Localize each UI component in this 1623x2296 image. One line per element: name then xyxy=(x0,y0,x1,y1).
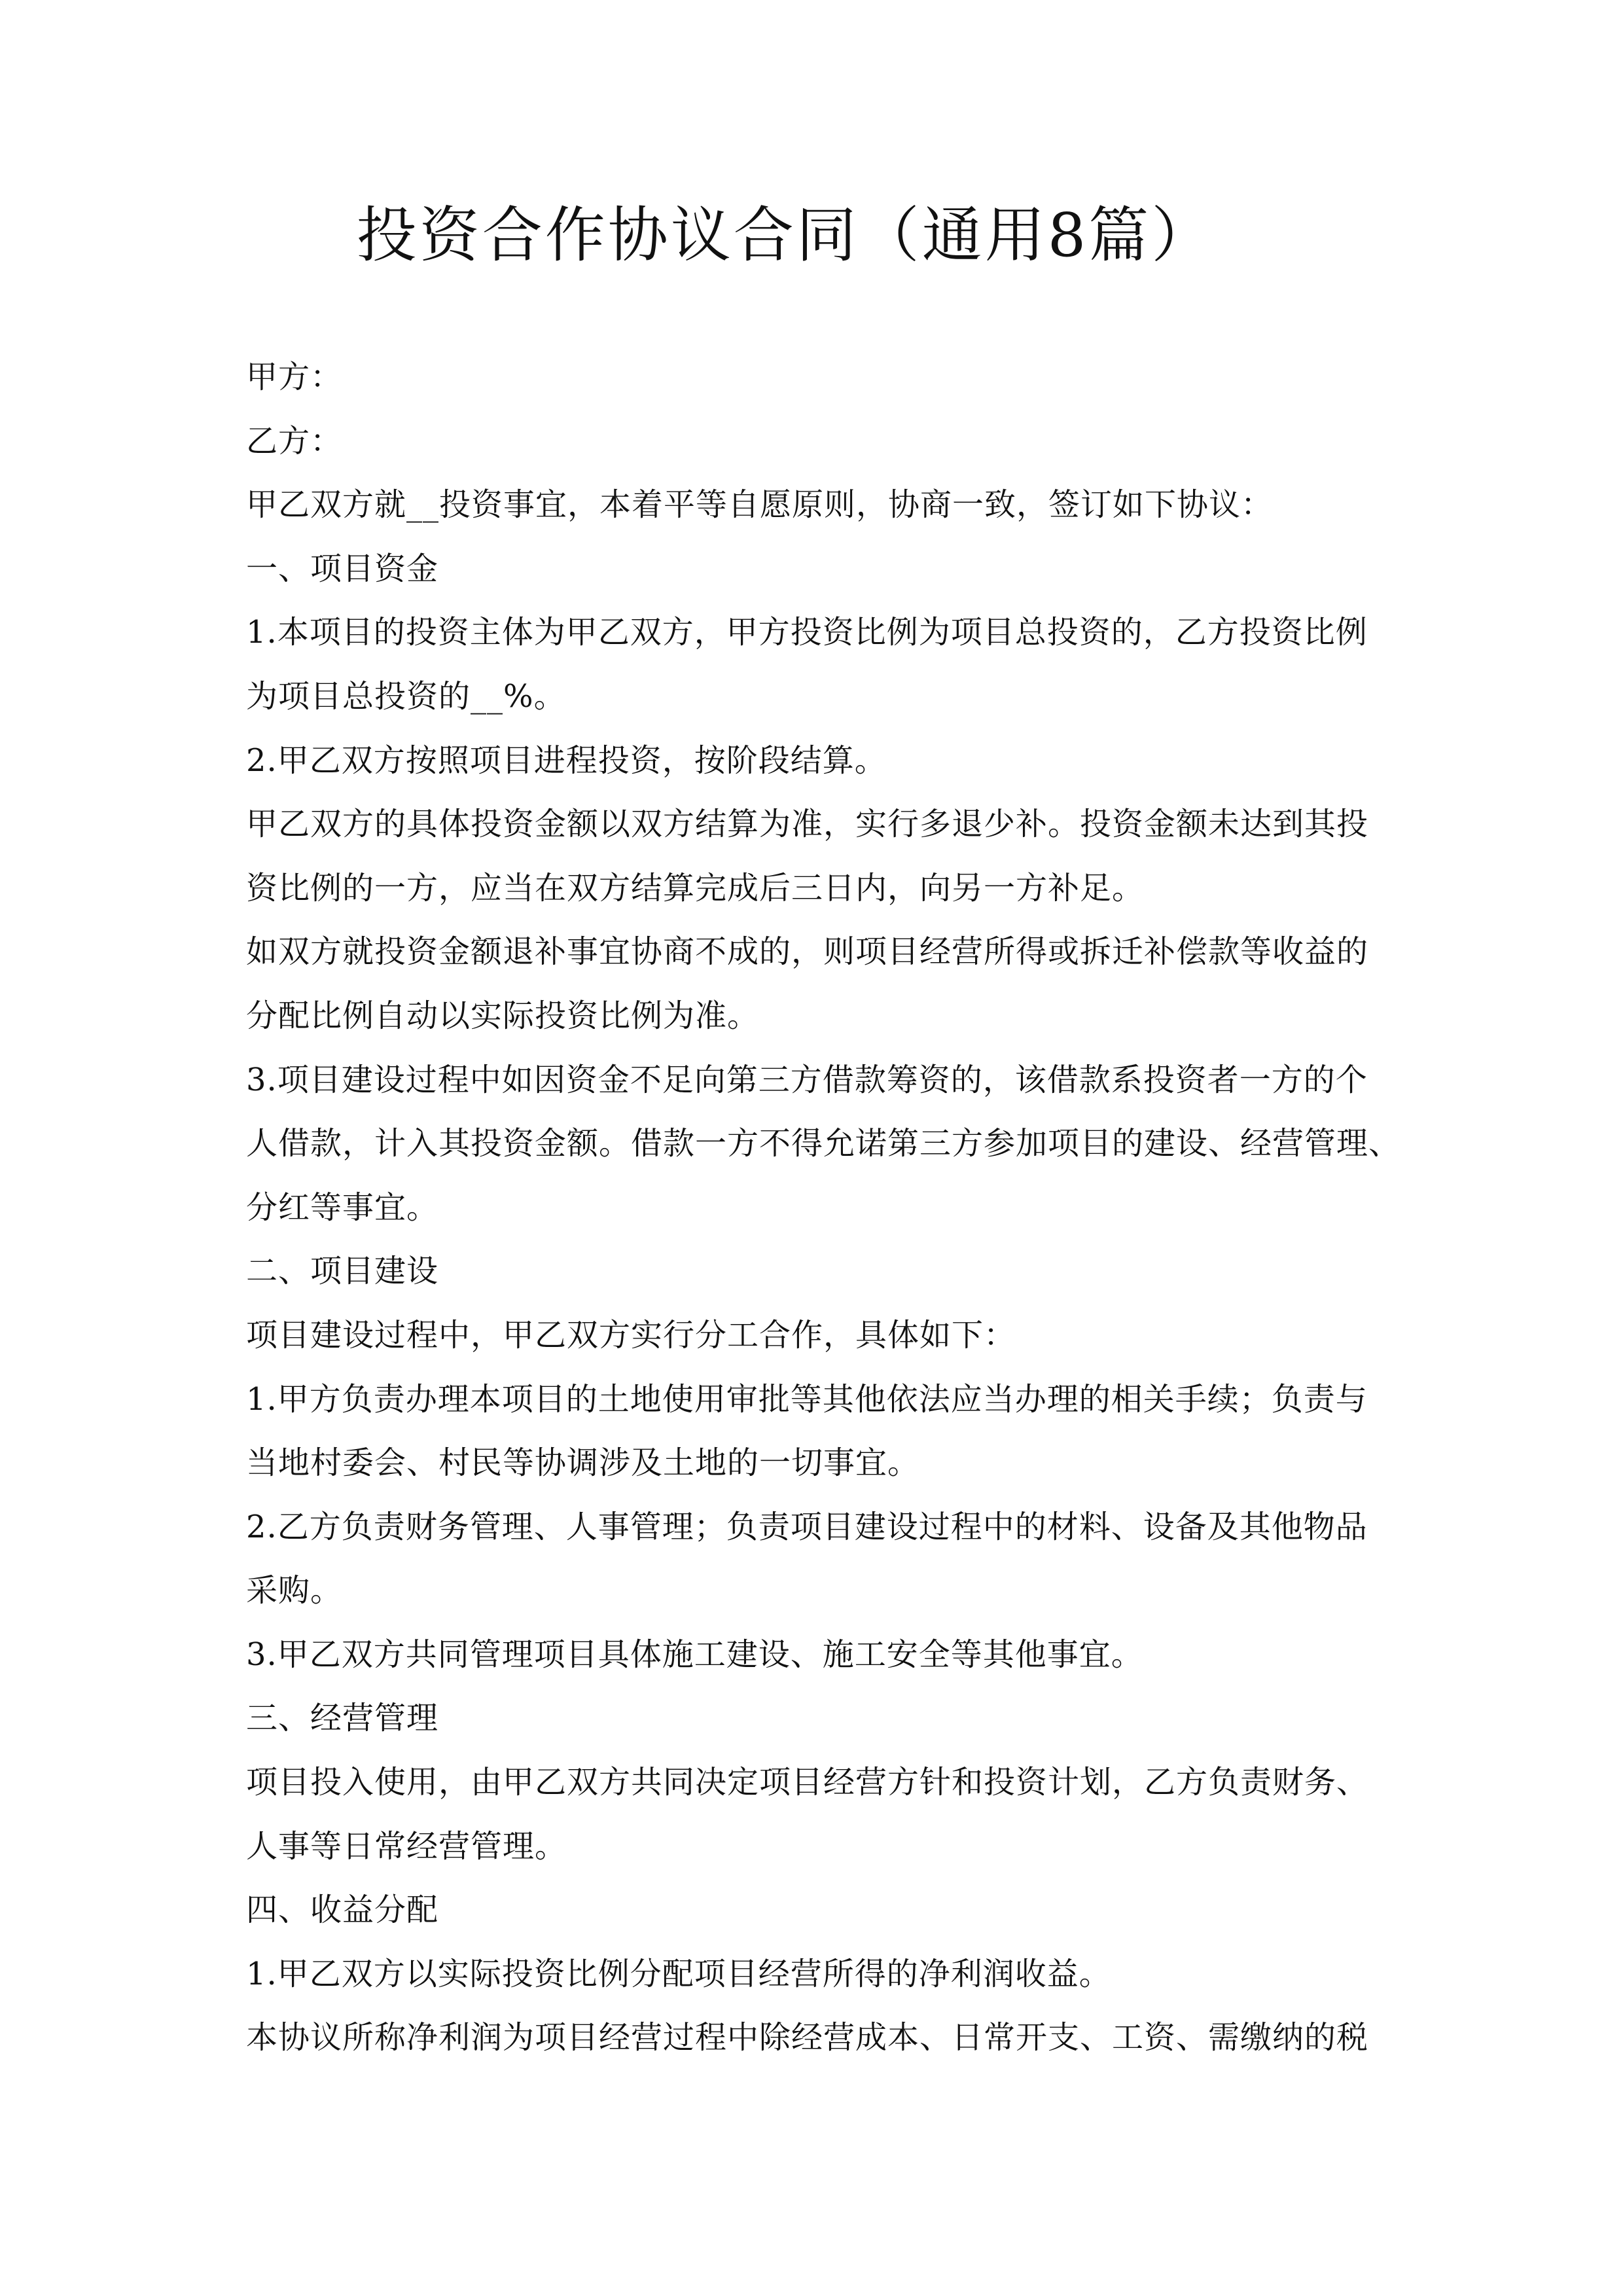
text-line: 分红等事宜。 xyxy=(246,1189,439,1226)
text-line: 甲乙双方就__投资事宜，本着平等自愿原则，协商一致，签订如下协议： xyxy=(246,486,1274,524)
text-line: 3.甲乙双方共同管理项目具体施工建设、施工安全等其他事宜。 xyxy=(246,1636,1143,1673)
text-line: 1.本项目的投资主体为甲乙双方，甲方投资比例为项目总投资的，乙方投资比例 xyxy=(246,614,1368,651)
document-title: 投资合作协议合同（通用8篇） xyxy=(356,200,1215,270)
text-line: 甲乙双方的具体投资金额以双方结算为准，实行多退少补。投资金额未达到其投 xyxy=(246,806,1369,843)
text-line: 分配比例自动以实际投资比例为准。 xyxy=(246,997,760,1034)
text-line: 当地村委会、村民等协调涉及土地的一切事宜。 xyxy=(246,1444,920,1482)
text-line: 本协议所称净利润为项目经营过程中除经营成本、日常开支、工资、需缴纳的税 xyxy=(246,2019,1369,2056)
text-line: 四、收益分配 xyxy=(246,1892,439,1929)
text-line: 一、项目资金 xyxy=(246,550,439,587)
text-line: 3.项目建设过程中如因资金不足向第三方借款筹资的，该借款系投资者一方的个 xyxy=(246,1061,1368,1098)
text-line: 2.甲乙双方按照项目进程投资，按阶段结算。 xyxy=(246,742,887,779)
text-line: 1.甲方负责办理本项目的土地使用审批等其他依法应当办理的相关手续；负责与 xyxy=(246,1380,1368,1418)
text-line: 如双方就投资金额退补事宜协商不成的，则项目经营所得或拆迁补偿款等收益的 xyxy=(246,933,1369,971)
text-line: 乙方： xyxy=(246,422,343,459)
text-line: 为项目总投资的__%。 xyxy=(246,677,566,715)
document-body xyxy=(246,346,1401,2070)
text-line: 甲方： xyxy=(246,359,343,395)
text-line: 人借款，计入其投资金额。借款一方不得允诺第三方参加项目的建设、经营管理、 xyxy=(246,1125,1401,1162)
text-line: 2.乙方负责财务管理、人事管理；负责项目建设过程中的材料、设备及其他物品 xyxy=(246,1508,1368,1545)
text-line: 人事等日常经营管理。 xyxy=(246,1827,567,1865)
text-line: 二、项目建设 xyxy=(246,1253,439,1290)
text-line: 采购。 xyxy=(246,1572,343,1609)
text-line: 三、经营管理 xyxy=(246,1700,439,1737)
text-line: 项目建设过程中，甲乙双方实行分工合作，具体如下： xyxy=(246,1316,1016,1354)
text-line: 1.甲乙双方以实际投资比例分配项目经营所得的净利润收益。 xyxy=(246,1955,1111,1992)
text-line: 项目投入使用，由甲乙双方共同决定项目经营方针和投资计划，乙方负责财务、 xyxy=(246,1764,1369,1801)
text-line: 资比例的一方，应当在双方结算完成后三日内，向另一方补足。 xyxy=(246,869,1145,906)
